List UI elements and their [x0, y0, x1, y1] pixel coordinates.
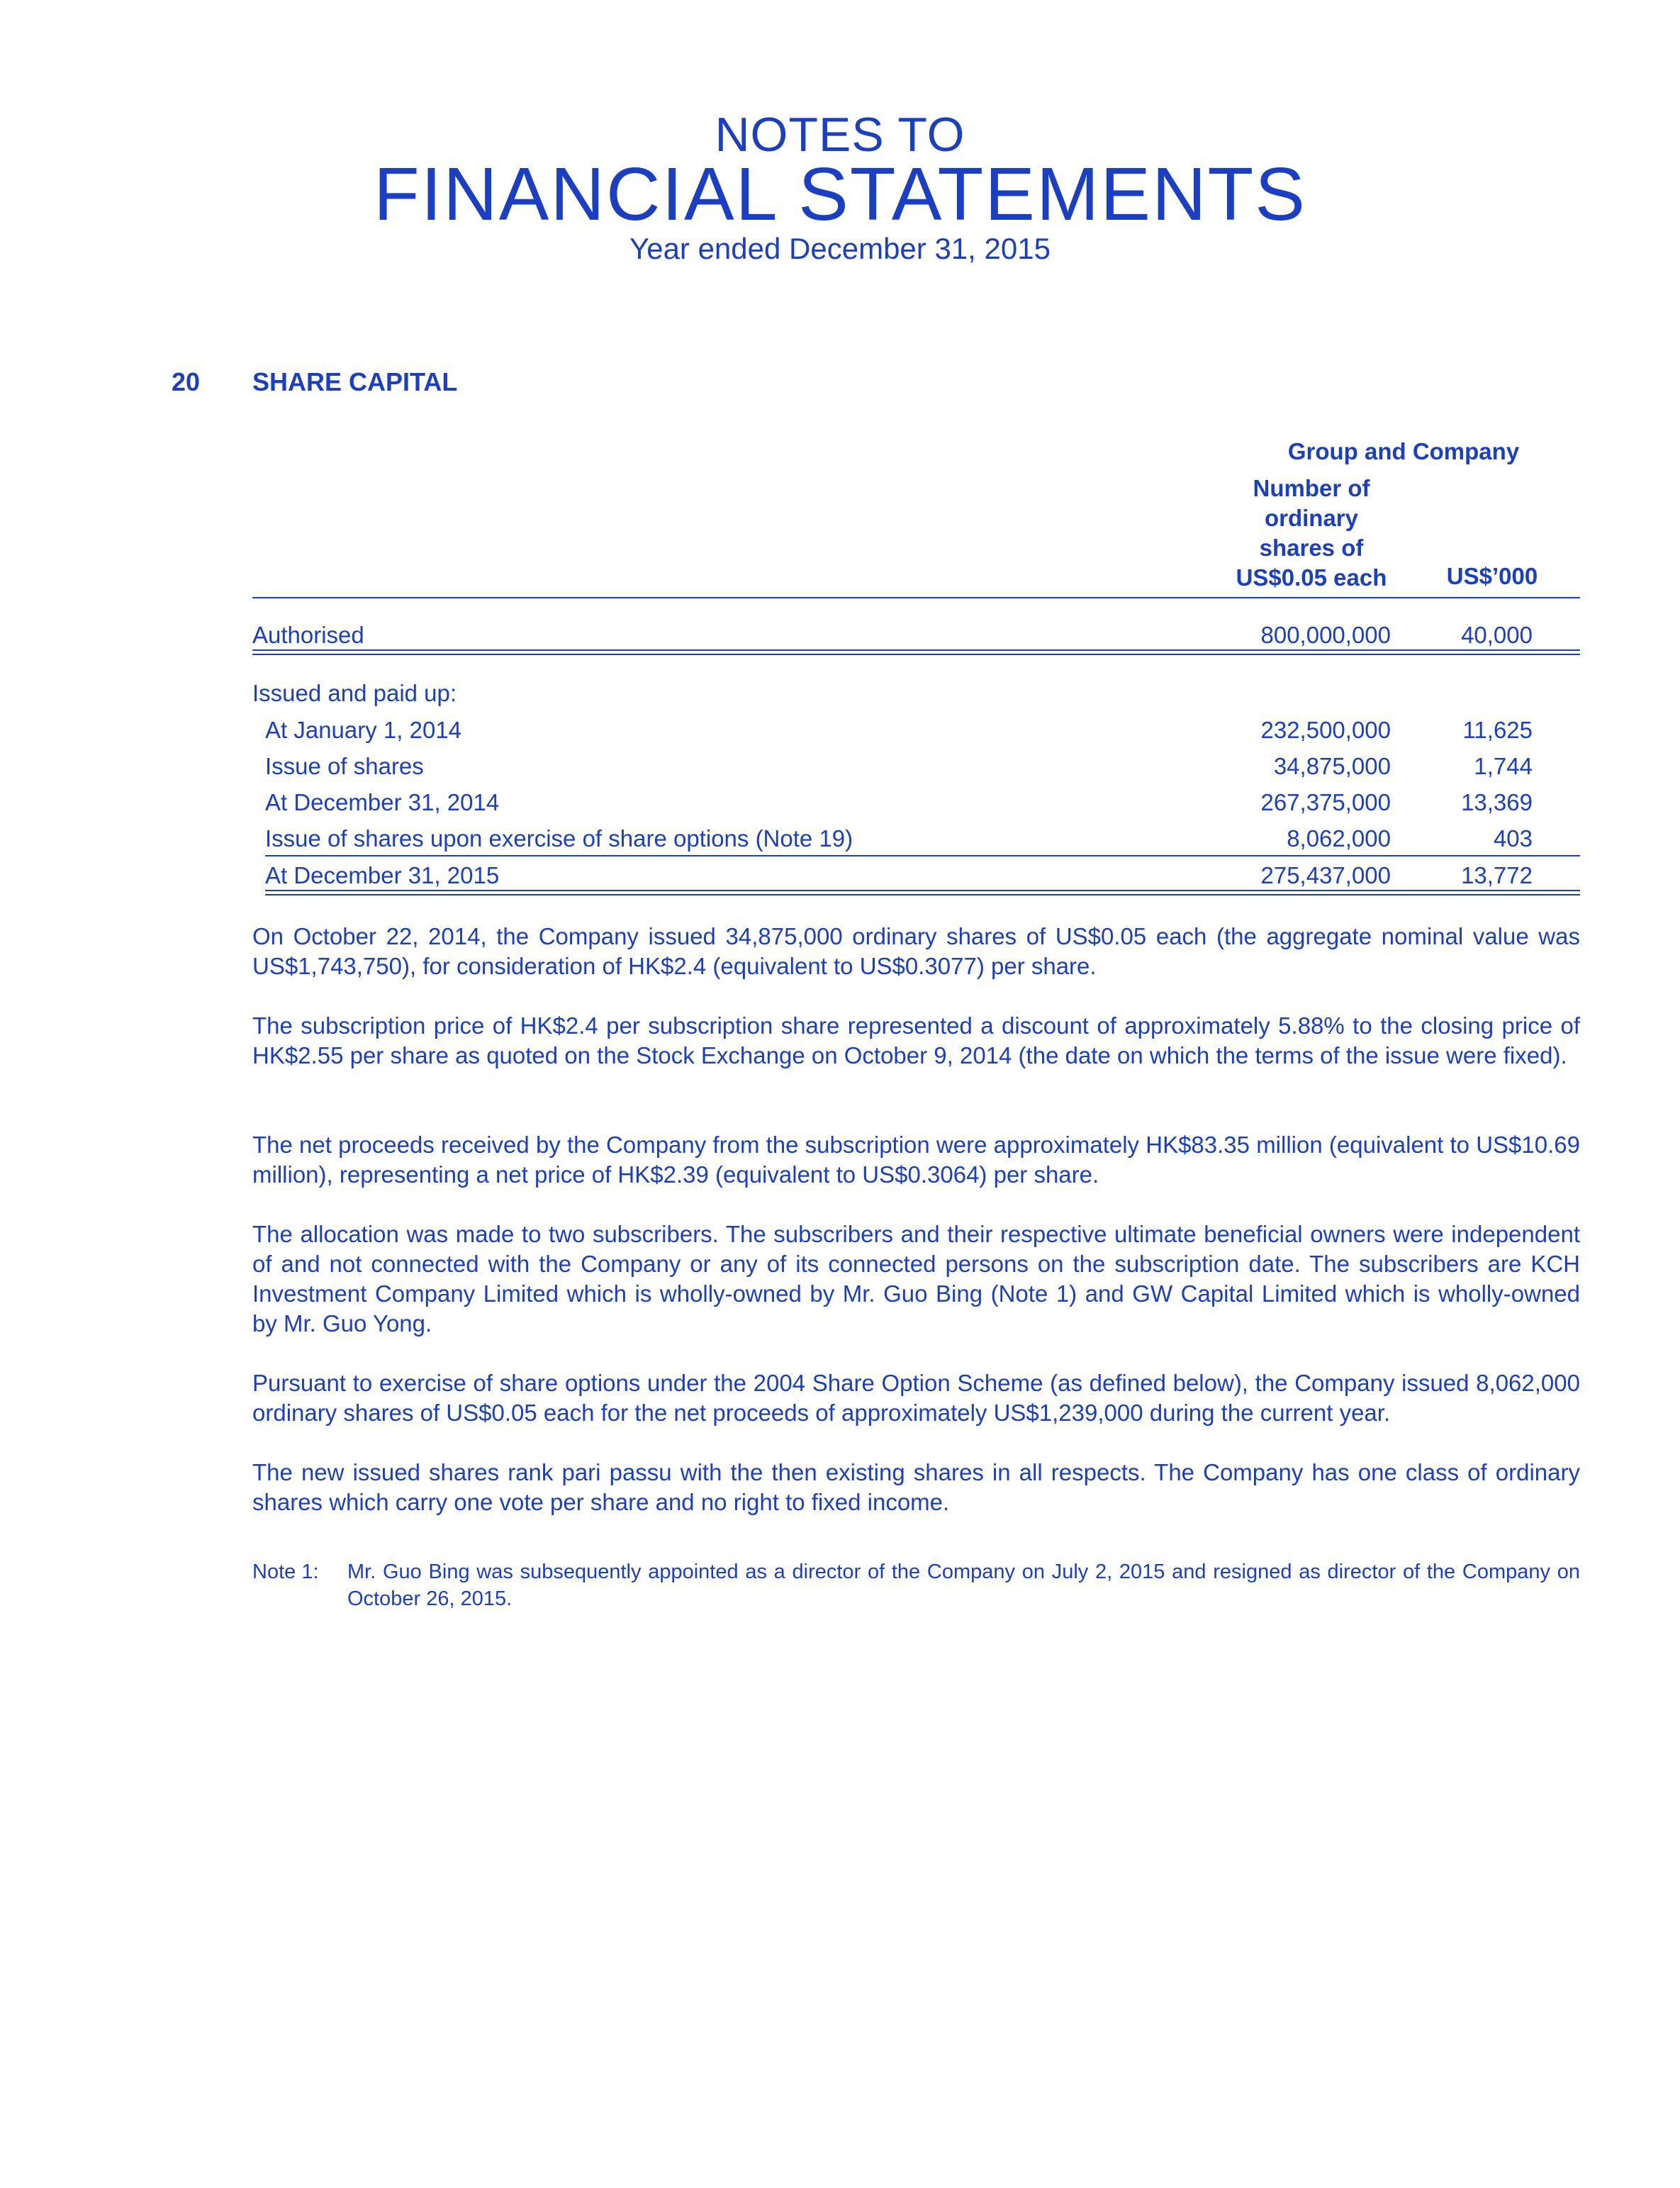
table-row-usd: 13,772 — [1461, 862, 1533, 888]
paragraph: The allocation was made to two subscribers. The subscribers and their respective ultimate beneficial owners were independent of and not connected with the Company or any of its connected persons on the subscription date. The subscribers are KCH Investment Company Limited which is wholly-owned by Mr. Guo Bing (Note 1) and GW Capital Limited which is wholly-owned by Mr. Guo Yong. — [252, 1221, 1580, 1336]
table-row-label: Issue of shares upon exercise of share options (Note 19) — [265, 825, 853, 852]
shares-header-line-3: shares of — [1259, 535, 1364, 561]
authorised-label: Authorised — [252, 622, 364, 648]
paragraph: The net proceeds received by the Company from the subscription were approximately HK$83.35 million (equivalent to US$10.69 million), representing a net price of HK$2.39 (equivalent to US$0.3064) per share. — [252, 1132, 1580, 1188]
authorised-usd: 40,000 — [1461, 622, 1533, 648]
total-double-rule — [265, 890, 1580, 895]
shares-header-line-1: Number of — [1253, 475, 1370, 501]
table-row-shares: 275,437,000 — [1260, 862, 1391, 888]
section-number: 20 — [172, 367, 201, 396]
table-shares-column-header — [1205, 474, 1418, 593]
table-row-usd: 11,625 — [1462, 717, 1533, 743]
authorised-double-rule — [252, 649, 1580, 655]
note-label: Note 1: — [252, 1561, 319, 1583]
paragraph: The new issued shares rank pari passu with the then existing shares in all respects. The Company has one class of ordinary shares which carry one vote per share and no right to fixed income. — [252, 1459, 1580, 1515]
section-title: SHARE CAPITAL — [252, 367, 458, 396]
table-row-label: At December 31, 2015 — [265, 862, 500, 888]
paragraph: Pursuant to exercise of share options under the 2004 Share Option Scheme (as defined below), the Company issued 8,062,000 ordinary shares of US$0.05 each for the net proceeds of approximately US$1,239,000 during the current year. — [252, 1370, 1580, 1426]
issued-heading: Issued and paid up: — [252, 680, 457, 706]
table-row-usd: 1,744 — [1474, 753, 1533, 779]
authorised-shares: 800,000,000 — [1260, 622, 1391, 648]
table-row-usd: 13,369 — [1461, 789, 1533, 815]
paragraph: The subscription price of HK$2.4 per subscription share represented a discount of approximately 5.88% to the closing price of HK$2.55 per share as quoted on the Stock Exchange on October 9, 2014 (the date on which the terms of the issue were fixed). — [252, 1012, 1580, 1068]
table-row-label: At December 31, 2014 — [265, 789, 500, 815]
header-year-ended: Year ended December 31, 2015 — [629, 232, 1051, 265]
table-row-shares: 34,875,000 — [1273, 753, 1391, 779]
header-divider — [252, 597, 1580, 598]
shares-header-line-4: US$0.05 each — [1236, 564, 1387, 591]
header-notes-to: NOTES TO — [715, 108, 965, 162]
table-row-shares: 232,500,000 — [1260, 717, 1391, 743]
table-group-header: Group and Company — [1287, 438, 1520, 464]
table-row-label: Issue of shares — [265, 753, 424, 779]
table-usd-column-header: US$’000 — [1446, 563, 1538, 589]
note-text: Mr. Guo Bing was subsequently appointed as a director of the Company on July 2, 2015 and resigned as director of the Company on October 26, 2015. — [347, 1561, 1580, 1610]
table-row-usd: 403 — [1493, 825, 1533, 852]
subtotal-rule — [265, 855, 1580, 856]
table-row-shares: 267,375,000 — [1260, 789, 1391, 815]
table-row-shares: 8,062,000 — [1287, 825, 1391, 852]
table-row-label: At January 1, 2014 — [265, 717, 462, 743]
paragraph: On October 22, 2014, the Company issued 34,875,000 ordinary shares of US$0.05 each (the aggregate nominal value was US$1,743,750), for consideration of HK$2.4 (equivalent to US$0.3077) per share. — [252, 923, 1580, 979]
shares-header-line-2: ordinary — [1264, 505, 1359, 531]
header-financial-statements: FINANCIAL STATEMENTS — [373, 152, 1307, 236]
